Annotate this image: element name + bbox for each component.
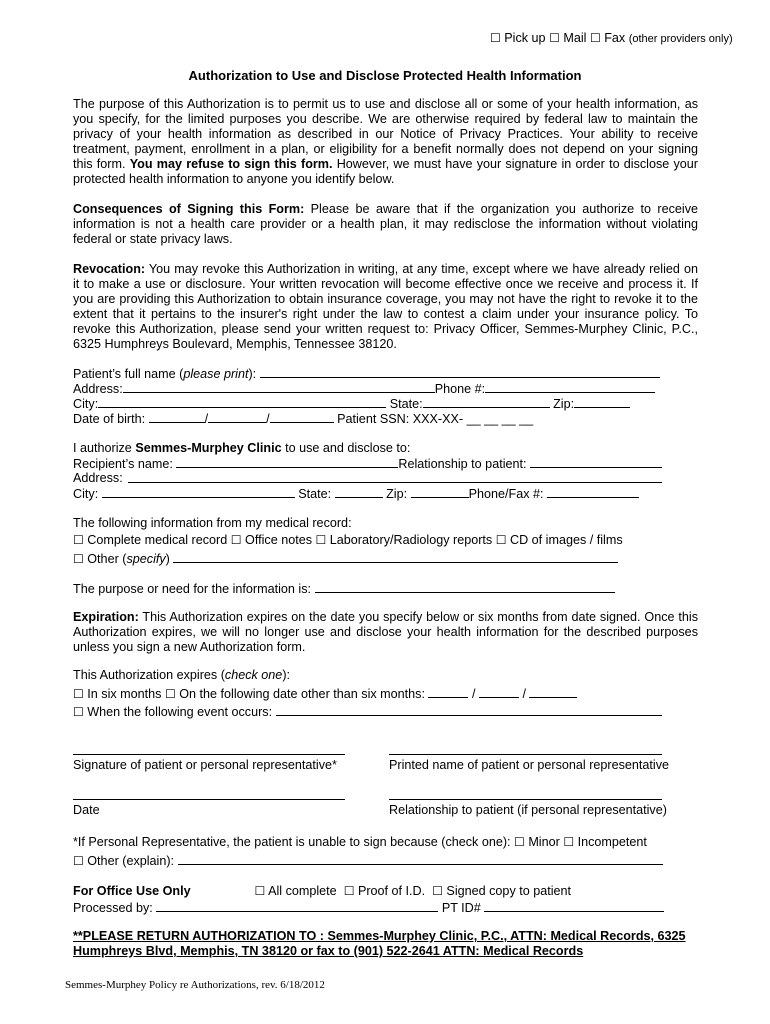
revocation-text: You may revoke this Authorization in writing, at any time, except where we have already relied on it to make a use or disclosure. Your written revocation will become effective once we receive and process it. If you are providing this Authorization to obtain insurance coverage, you may not have the right to revoke it to the extent that it pertains to the insurer's right under the law to contest a claim under your insurance policy. To revoke this Authorization, please send your written request to: Privacy Officer, Semmes-Murphey Clinic, P.C., 6325 Humphreys Boulevard, Memphis, Tennessee 38120. [73, 262, 698, 351]
patient-dob-row: Date of birth: / / Patient SSN: XXX-XX- __ __ __ __ [73, 412, 534, 426]
dob-month-field[interactable] [149, 411, 205, 423]
footer: Semmes-Murphey Policy re Authorizations, rev. 6/18/2012 [65, 979, 325, 991]
mail-label: Mail [563, 31, 587, 45]
cd-images-label: CD of images / films [509, 533, 623, 547]
processed-label: Processed by: [73, 901, 153, 915]
rep-other-row [73, 853, 663, 869]
dob-year-field[interactable] [270, 411, 334, 423]
return-line-1: **PLEASE RETURN AUTHORIZATION TO : Semmes-Murphey Clinic, P.C., ATTN: Medical Records, 6325 [73, 929, 686, 943]
expires-heading [73, 668, 290, 683]
mail-checkbox[interactable]: ☐ [549, 31, 560, 45]
ptid-field[interactable] [484, 900, 664, 912]
expiration-label: Expiration: [73, 610, 139, 624]
patient-state-field[interactable] [423, 396, 550, 408]
patient-name-field[interactable] [260, 366, 660, 378]
recipient-city-label: City: [73, 487, 99, 501]
recipient-name-field[interactable] [176, 456, 398, 468]
recipient-address-field[interactable] [128, 482, 662, 483]
relationship-label: Relationship to patient (if personal representative) [389, 803, 667, 817]
expiration-text: This Authorization expires on the date you specify below or six months from date signed. Once this Authorization expires, we will no longer use and disclose your health information for the described purposes unless you sign a new Authorization form. [73, 610, 698, 654]
six-months-checkbox[interactable]: ☐ [73, 687, 84, 701]
incompetent-checkbox[interactable]: ☐ [563, 835, 575, 849]
patient-phone-label: Phone #: [434, 382, 486, 396]
event-checkbox[interactable]: ☐ [73, 705, 84, 719]
incompetent-label: Incompetent [577, 835, 647, 849]
signature-label: Signature of patient or personal representative* [73, 758, 337, 772]
consequences-paragraph [73, 202, 698, 247]
page-title: Authorization to Use and Disclose Protected Health Information [188, 68, 582, 83]
expires-options-row: ☐ In six months ☐ On the following date other than six months: / / [73, 686, 577, 702]
office-label: For Office Use Only [73, 884, 191, 898]
records-other-field[interactable] [173, 551, 618, 563]
revocation-label: Revocation: [73, 262, 146, 276]
pickup-checkbox[interactable]: ☐ [490, 31, 501, 45]
patient-city-field[interactable] [98, 396, 386, 408]
patient-ssn[interactable]: Patient SSN: XXX-XX- __ __ __ __ [337, 412, 534, 426]
office-notes-label: Office notes [245, 533, 313, 547]
expires-heading-pre: This Authorization expires ( [73, 668, 225, 682]
return-line-2: Humphreys Blvd, Memphis, TN 38120 or fax to (901) 522-2641 ATTN: Medical Records [73, 944, 584, 958]
records-other-label: Other ( [87, 552, 127, 566]
recipient-name-label: Recipient’s name: [73, 457, 173, 471]
other-date-label: On the following date other than six months: [179, 687, 425, 701]
patient-name-end: ): [248, 367, 257, 381]
recipient-state-label: State: [298, 487, 332, 501]
pickup-label: Pick up [504, 31, 546, 45]
printed-name-field[interactable] [389, 754, 662, 755]
all-complete-label: All complete [268, 884, 337, 898]
recipient-zip-field[interactable] [411, 486, 469, 498]
recipient-phonefax-label: Phone/Fax #: [468, 487, 544, 501]
rep-other-checkbox[interactable]: ☐ [73, 854, 84, 868]
expire-month-field[interactable] [428, 686, 468, 698]
recipient-city-row [73, 486, 639, 502]
proof-id-checkbox[interactable]: ☐ [343, 884, 355, 898]
date-label: Date [73, 803, 100, 817]
records-options-row [73, 533, 623, 548]
complete-record-label: Complete medical record [87, 533, 228, 547]
patient-city-label: City: [73, 397, 99, 411]
records-other-row [73, 551, 618, 567]
signature-field[interactable] [73, 754, 345, 755]
patient-name-label: Patient’s full name ( [73, 367, 184, 381]
expires-event-row [73, 704, 662, 720]
expires-heading-end: ): [282, 668, 291, 682]
expires-heading-italic: check one [224, 668, 283, 682]
recipient-relationship-field[interactable] [530, 456, 662, 468]
expiration-paragraph [73, 610, 698, 655]
proof-id-label: Proof of I.D. [357, 884, 426, 898]
processed-field[interactable] [156, 900, 438, 912]
patient-city-row [73, 396, 630, 412]
patient-phone-field[interactable] [485, 381, 655, 393]
rep-other-label: Other (explain): [87, 854, 175, 868]
intro-text-2: However, we must have your signature in order to disclose your protected health information to anyone you identify below. [73, 157, 698, 186]
authorize-pre: I authorize [73, 441, 136, 455]
dob-day-field[interactable] [208, 411, 266, 423]
authorize-clinic: Semmes-Murphey Clinic [135, 441, 282, 455]
recipient-state-field[interactable] [335, 486, 383, 498]
recipient-phonefax-field[interactable] [547, 486, 639, 498]
consequences-text: Please be aware that if the organization you authorize to receive information is not a health care provider or a health plan, it may redisclose the information without violating federal or state privacy laws. [73, 202, 698, 246]
minor-label: Minor [528, 835, 560, 849]
patient-dob-label: Date of birth: [73, 412, 146, 426]
intro-paragraph [73, 97, 698, 187]
purpose-field[interactable] [315, 581, 615, 593]
records-other-italic: specify [126, 552, 166, 566]
cd-images-checkbox[interactable]: ☐ [495, 533, 507, 547]
consequences-label: Consequences of Signing this Form: [73, 202, 305, 216]
fax-note: (other providers only) [628, 33, 733, 45]
expire-day-field[interactable] [479, 686, 519, 698]
patient-name-row [73, 366, 660, 382]
patient-zip-field[interactable] [574, 396, 630, 408]
patient-address-row [73, 381, 655, 397]
authorize-row [73, 441, 410, 456]
printed-name-label: Printed name of patient or personal representative [389, 758, 670, 772]
patient-name-italic: please print [183, 367, 249, 381]
recipient-zip-label: Zip: [386, 487, 408, 501]
office-row [73, 884, 571, 899]
delivery-options [490, 31, 733, 47]
patient-state-label: State: [389, 397, 423, 411]
records-heading: The following information from my medical record: [73, 516, 352, 530]
recipient-address-label: Address: [73, 471, 123, 485]
six-months-label: In six months [87, 687, 162, 701]
patient-address-label: Address: [73, 382, 123, 396]
recipient-name-row [73, 456, 662, 472]
purpose-row [73, 581, 615, 597]
intro-text-1: The purpose of this Authorization is to permit us to use and disclose all or some of your health information, as you specify, for the limited purposes you describe. We are otherwise required by federal law to maintain the privacy of your health information as described in our Notice of Privacy Practices. Your ability to receive treatment, payment, enrollment in a plan, or eligibility for a benefit normally does not depend on your signing this form. [73, 97, 698, 171]
rep-text: *If Personal Representative, the patient is unable to sign because (check one): [73, 835, 511, 849]
rep-row [73, 835, 647, 850]
recipient-city-field[interactable] [102, 486, 295, 498]
all-complete-checkbox[interactable]: ☐ [254, 884, 266, 898]
date-field[interactable] [73, 799, 345, 800]
signed-copy-checkbox[interactable]: ☐ [432, 884, 443, 898]
recipient-relationship-label: Relationship to patient: [398, 457, 527, 471]
event-label: When the following event occurs: [87, 705, 273, 719]
records-other-end: ) [165, 552, 170, 566]
fax-checkbox[interactable]: ☐ [589, 31, 601, 45]
rep-other-field[interactable] [178, 853, 663, 865]
intro-bold: You may refuse to sign this form. [129, 157, 333, 171]
signed-copy-label: Signed copy to patient [446, 884, 572, 898]
records-other-checkbox[interactable]: ☐ [73, 552, 84, 566]
lab-reports-checkbox[interactable]: ☐ [315, 533, 327, 547]
expire-year-field[interactable] [529, 686, 577, 698]
patient-address-field[interactable] [123, 381, 435, 393]
lab-reports-label: Laboratory/Radiology reports [329, 533, 493, 547]
patient-zip-label: Zip: [553, 397, 575, 411]
fax-label: Fax [604, 31, 626, 45]
ptid-label: PT ID# [441, 901, 481, 915]
purpose-label: The purpose or need for the information is: [73, 582, 312, 596]
processed-row [73, 900, 664, 916]
other-date-checkbox[interactable]: ☐ [164, 687, 176, 701]
authorize-post: to use and disclose to: [281, 441, 411, 455]
event-field[interactable] [276, 704, 662, 716]
recipient-address-row [73, 471, 123, 486]
complete-record-checkbox[interactable]: ☐ [73, 533, 84, 547]
minor-checkbox[interactable]: ☐ [514, 835, 525, 849]
relationship-field[interactable] [389, 799, 662, 800]
office-notes-checkbox[interactable]: ☐ [230, 533, 242, 547]
revocation-paragraph [73, 262, 698, 352]
